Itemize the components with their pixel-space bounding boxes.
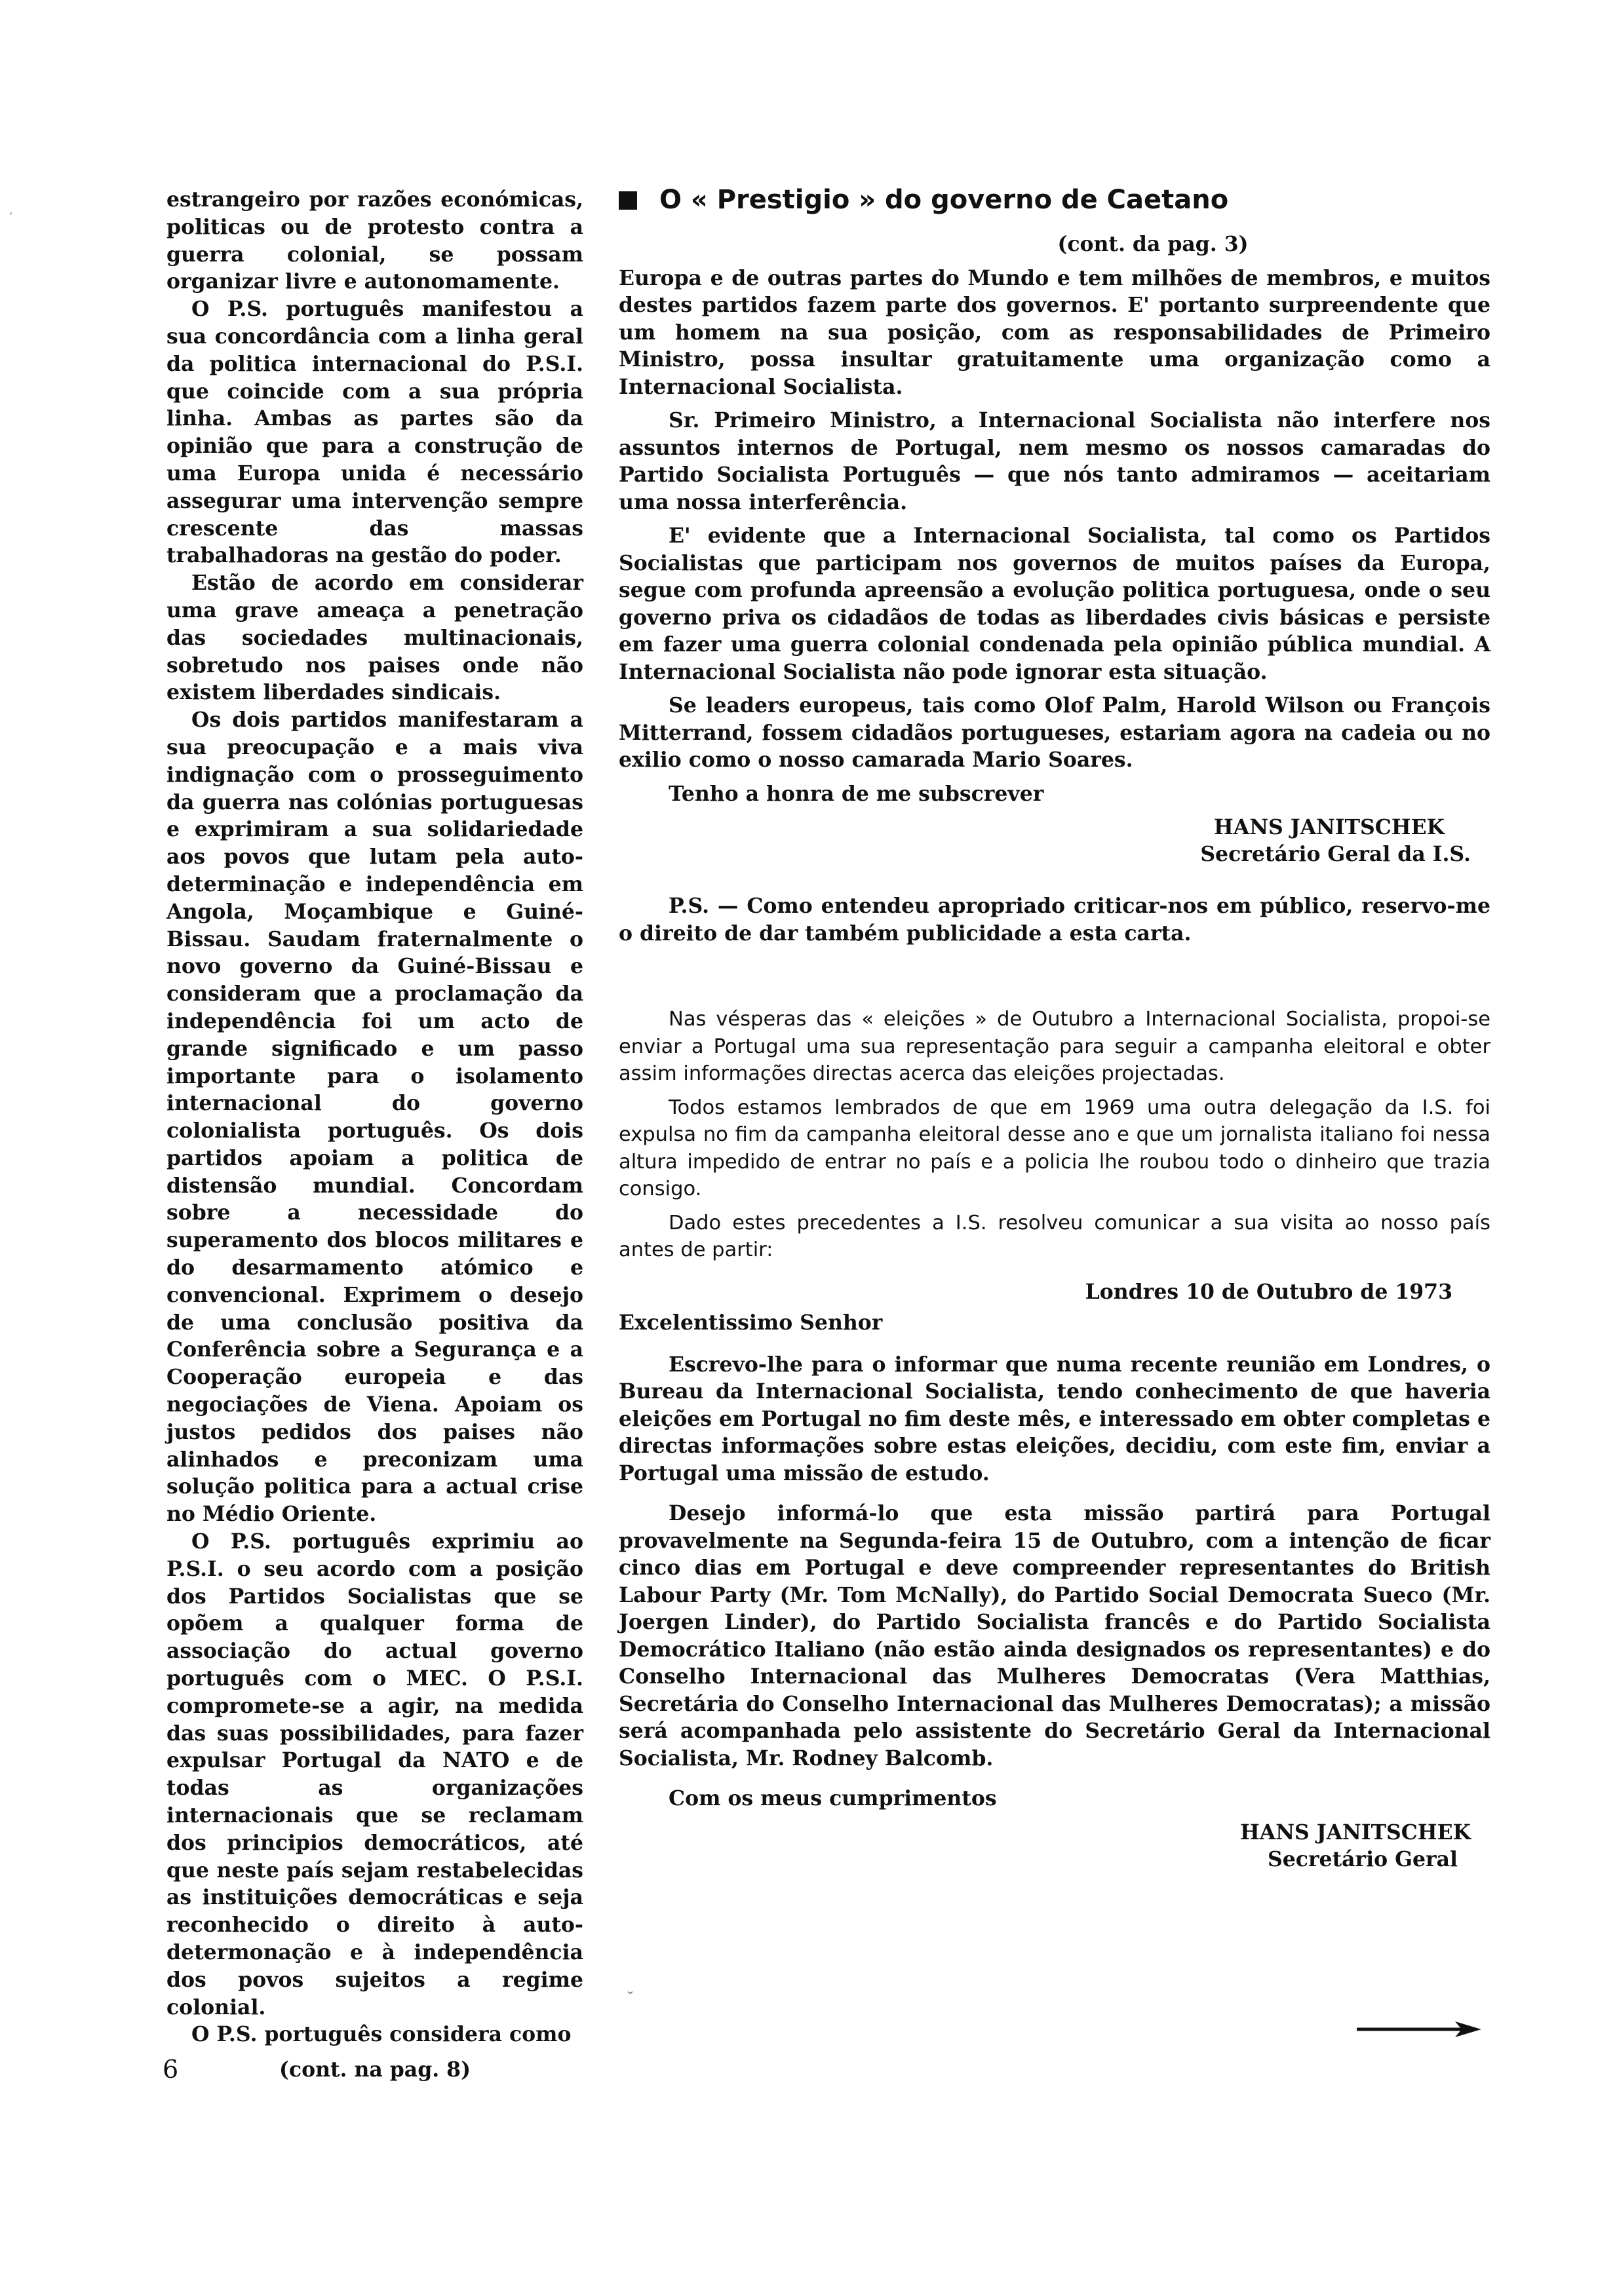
continue-arrow-icon <box>1357 2019 1481 2039</box>
scan-speck: , <box>9 203 13 217</box>
article-heading <box>619 183 1490 218</box>
letter-paragraph: E' evidente que a Internacional Socialista, tal como os Partidos Socialistas que participam nos governos de muitos países da Europa, segue com profunda apreensão a evolução politica portuguesa, onde o seu governo priva os cidadãos de todas as liberdades civis básicas e persiste em fazer uma guerra colonial condenada pela opinião pública mundial. A Internacional Socialista não pode ignorar esta situação. <box>619 524 1490 684</box>
letter-paragraph: Escrevo-lhe para o informar que numa recente reunião em Londres, o Bureau da Internacional Socialista, tendo conhecimento de que haveria eleições em Portugal no fim deste mês, e interessado em obter completas e directas informações sobre estas eleições, decidiu, com este fim, enviar a Portugal uma missão de estudo. <box>619 1352 1490 1485</box>
left-paragraph: O P.S. português exprimiu ao P.S.I. o seu acordo com a posição dos Partidos Socialistas que se opõem a qualquer forma de associação do actual governo português com o MEC. O P.S.I. compromete-se a agir, na medida das suas possibilidades, para fazer expulsar Portugal da NATO e de todas as organizações internacionais que se reclamam dos principios democráticos, até que neste país sejam restabelecidas as instituições democráticas e seja reconhecido o direito à auto-determonação e à independência dos povos sujeitos a regime colonial. <box>166 1529 583 2019</box>
letter-two <box>619 1278 1490 1873</box>
commentary-paragraph: Nas vésperas das « eleições » de Outubro a Internacional Socialista, propoi-se enviar a Portugal uma sua representação para seguir a campanha eleitoral e obter assim informações directas acerca das eleições projectadas. <box>619 1008 1490 1085</box>
left-paragraph: O P.S. português manifestou a sua concordância com a linha geral da politica internacional do P.S.I. que coincide com a sua própria linha. Ambas as partes são da opinião que para a construção de uma Europa unida é necessário assegurar uma intervenção sempre crescente das massas trabalhadoras na gestão do poder. <box>166 297 583 568</box>
scan-mark: ˘ <box>627 1991 634 2007</box>
signature-title: Secretário Geral da I.S. <box>1200 842 1471 866</box>
continued-from-note: (cont. da pag. 3) <box>1057 232 1249 256</box>
left-paragraph: O P.S. português considera como <box>191 2022 572 2047</box>
commentary <box>619 1006 1490 1264</box>
letter-date: Londres 10 de Outubro de 1973 <box>1085 1279 1452 1304</box>
article-title: O « Prestigio » do governo de Caetano <box>659 185 1229 216</box>
letter-paragraph: Se leaders europeus, tais como Olof Palm, Harold Wilson ou François Mitterrand, fossem cidadãos portugueses, estariam agora na cadeia ou no exilio como o nosso camarada Mario Soares. <box>619 693 1490 772</box>
signature-title: Secretário Geral <box>1267 1846 1458 1871</box>
signature-name: HANS JANITSCHEK <box>1214 815 1445 839</box>
left-column <box>166 186 583 2084</box>
letter-paragraph: Com os meus cumprimentos <box>669 1786 997 1810</box>
letter-paragraph: Sr. Primeiro Ministro, a Internacional Socialista não interfere nos assuntos internos de Portugal, nem mesmo os nossos camaradas do Partido Socialista Português — que nós tanto admiramos — aceitariam uma nossa interferência. <box>619 408 1490 514</box>
letter-one <box>619 265 1490 947</box>
commentary-paragraph: Todos estamos lembrados de que em 1969 uma outra delegação da I.S. foi expulsa no fim da campanha eleitoral desse ano e que um jornalista italiano foi nessa altura impedido de entrar no país e a policia lhe roubou todo o dinheiro que trazia consigo. <box>619 1096 1490 1200</box>
postscript: P.S. — Como entendeu apropriado criticar-nos em público, reservo-me o direito de dar também publicidade a esta carta. <box>619 894 1490 946</box>
left-paragraph: Os dois partidos manifestaram a sua preocupação e a mais viva indignação com o prosseguimento da guerra nas colónias portuguesas e exprimiram a sua solidariedade aos povos que lutam pela auto-determinação e independência em Angola, Moçambique e Guiné-Bissau. Saudam fraternalmente o novo governo da Guiné-Bissau e consideram que a proclamação da independência foi um acto de grande significado e um passo importante para o isolamento internacional do governo colonialista português. Os dois partidos apoiam a politica de distensão mundial. Concordam sobre a necessidade do superamento dos blocos militares e do desarmamento atómico e convencional. Exprimem o desejo de uma conclusão positiva da Conferência sobre a Segurança e a Cooperação europeia e das negociações de Viena. Apoiam os justos pedidos dos paises não alinhados e preconizam uma solução politica para a actual crise no Médio Oriente. <box>166 708 583 1527</box>
heading-square-icon <box>619 191 637 210</box>
commentary-paragraph: Dado estes precedentes a I.S. resolveu comunicar a sua visita ao nosso país antes de partir: <box>619 1211 1490 1261</box>
left-paragraph: Estão de acordo em considerar uma grave ameaça a penetração das sociedades multinacionais, sobretudo nos paises onde não existem liberdades sindicais. <box>166 571 583 705</box>
letter-paragraph: Europa e de outras partes do Mundo e tem milhões de membros, e muitos destes partidos fazem parte dos governos. E' portanto surpreendente que um homem na sua posição, com as responsabilidades de Primeiro Ministro, possa insultar gratuitamente uma organização como a Internacional Socialista. <box>619 265 1490 399</box>
letter-salutation: Excelentissimo Senhor <box>619 1311 883 1335</box>
page-number: 6 <box>163 2055 179 2084</box>
signature-name: HANS JANITSCHEK <box>1240 1820 1471 1845</box>
letter-paragraph: Desejo informá-lo que esta missão partirá para Portugal provavelmente na Segunda-feira 15 de Outubro, com a intenção de ficar cinco dias em Portugal e deve compreender representantes do British Labour Party (Mr. Tom McNally), do Partido Social Democrata Sueco (Mr. Joergen Linder), do Partido Socialista francês e do Partido Socialista Democrático Italiano (não estão ainda designados os representantes) e do Conselho Internacional das Mulheres Democratas (Vera Matthias, Secretária do Conselho Internacional das Mulheres Democratas); a missão será acompanhada pelo assistente do Secretário Geral da Internacional Socialista, Mr. Rodney Balcomb. <box>619 1501 1490 1770</box>
right-column <box>619 183 1490 1873</box>
continuation-note: (cont. na pag. 8) <box>279 2057 471 2082</box>
letter-paragraph: Tenho a honra de me subscrever <box>669 781 1044 806</box>
left-paragraph: estrangeiro por razões económicas, politicas ou de protesto contra a guerra colonial, se possam organizar livre e autonomamente. <box>166 187 583 294</box>
